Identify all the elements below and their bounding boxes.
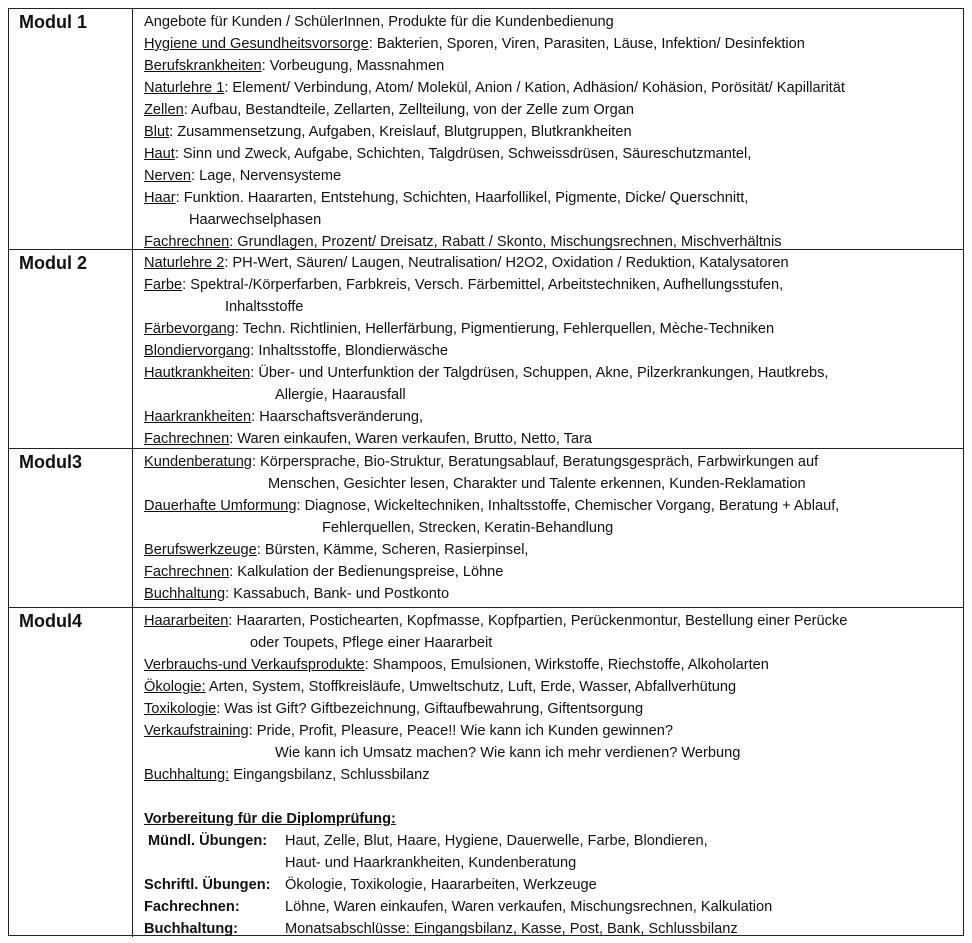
topic-heading: Ökologie: [144, 679, 206, 695]
content-line: Verkaufstraining: Pride, Profit, Pleasure, Peace!! Wie kann ich Kunden gewinnen? [144, 723, 673, 739]
topic-heading: Blut [144, 124, 170, 140]
content-line: Dauerhafte Umformung: Diagnose, Wickeltechniken, Inhaltsstoffe, Chemischer Vorgang, Beratung + Ablauf, [144, 498, 840, 514]
exam-item-written [144, 874, 963, 896]
topic-heading: Toxikologie [144, 701, 217, 717]
content-line: Fachrechnen: Kalkulation der Bedienungspreise, Löhne [144, 564, 504, 580]
topic-heading: Fachrechnen [144, 234, 230, 250]
module-label-cell [9, 9, 133, 249]
topic-heading: Haut [144, 146, 175, 162]
topic-heading: Hautkrankheiten [144, 365, 251, 381]
topic-heading: Verkaufstraining [144, 723, 249, 739]
exam-label: Mündl. Übungen: [148, 833, 268, 849]
module-row-4 [9, 608, 963, 937]
content-line: Fachrechnen: Waren einkaufen, Waren verkaufen, Brutto, Netto, Tara [144, 431, 593, 447]
exam-item-math [144, 896, 963, 918]
content-line: Zellen: Aufbau, Bestandteile, Zellarten, Zellteilung, von der Zelle zum Organ [144, 102, 634, 118]
module-content [133, 608, 963, 937]
exam-label: Fachrechnen: [144, 899, 240, 915]
content-line: Buchhaltung: Kassabuch, Bank- und Postkonto [144, 586, 450, 602]
curriculum-table [8, 8, 964, 936]
content-line: Blut: Zusammensetzung, Aufgaben, Kreislauf, Blutgruppen, Blutkrankheiten [144, 124, 632, 140]
module-label-cell [9, 449, 133, 607]
topic-heading: Blondiervorgang [144, 343, 251, 359]
content-line: Ökologie: Arten, System, Stoffkreisläufe, Umweltschutz, Luft, Erde, Wasser, Abfallverhütung [144, 679, 737, 695]
topic-heading: Farbe [144, 277, 183, 293]
topic-heading: Fachrechnen [144, 564, 230, 580]
content-line: Färbevorgang: Techn. Richtlinien, Hellerfärbung, Pigmentierung, Fehlerquellen, Mèche-Techniken [144, 321, 775, 337]
content-line: Buchhaltung: Eingangsbilanz, Schlussbilanz [144, 767, 430, 783]
topic-heading: Haararbeiten [144, 613, 229, 629]
content-line-continuation: Inhaltsstoffe [225, 299, 304, 315]
topic-heading: Haarkrankheiten [144, 409, 252, 425]
exam-label: Schriftl. Übungen: [144, 877, 271, 893]
exam-heading: Vorbereitung für die Diplomprüfung: [144, 811, 396, 827]
topic-heading: Hygiene und Gesundheitsvorsorge [144, 36, 369, 52]
module-title: Modul 1 [19, 12, 87, 32]
content-line-continuation: Fehlerquellen, Strecken, Keratin-Behandlung [322, 520, 614, 536]
module-row-1 [9, 9, 963, 250]
module-title: Modul 2 [19, 253, 87, 273]
exam-item-oral-continuation [144, 852, 963, 874]
content-line: Nerven: Lage, Nervensysteme [144, 168, 342, 184]
content-line: Berufswerkzeuge: Bürsten, Kämme, Scheren, Rasierpinsel, [144, 542, 529, 558]
content-line: Fachrechnen: Grundlagen, Prozent/ Dreisatz, Rabatt / Skonto, Mischungsrechnen, Mischverhältnis [144, 234, 782, 250]
exam-text: Monatsabschlüsse: Eingangsbilanz, Kasse, Post, Bank, Schlussbilanz [285, 921, 738, 937]
content-line: Hygiene und Gesundheitsvorsorge: Bakterien, Sporen, Viren, Parasiten, Läuse, Infektion/ Desinfektion [144, 36, 805, 52]
content-line: Naturlehre 1: Element/ Verbindung, Atom/ Molekül, Anion / Kation, Adhäsion/ Kohäsion, Porösität/ Kapillarität [144, 80, 845, 96]
content-line-continuation: Haarwechselphasen [189, 212, 322, 228]
content-line: Naturlehre 2: PH-Wert, Säuren/ Laugen, Neutralisation/ H2O2, Oxidation / Reduktion, Katalysatoren [144, 255, 789, 271]
content-line: Hautkrankheiten: Über- und Unterfunktion der Talgdrüsen, Schuppen, Akne, Pilzerkrankungen, Hautkrebs, [144, 365, 829, 381]
topic-heading: Färbevorgang [144, 321, 235, 337]
topic-heading: Dauerhafte Umformung [144, 498, 297, 514]
module-row-2 [9, 250, 963, 449]
content-line: Kundenberatung: Körpersprache, Bio-Struktur, Beratungsablauf, Beratungsgespräch, Farbwirkungen auf [144, 454, 819, 470]
topic-heading: Haar [144, 190, 176, 206]
topic-heading: Berufskrankheiten [144, 58, 262, 74]
content-line: Haarkrankheiten: Haarschaftsveränderung, [144, 409, 424, 425]
spacer [144, 786, 963, 808]
content-line-continuation: Allergie, Haarausfall [275, 387, 406, 403]
exam-text: Haut, Zelle, Blut, Haare, Hygiene, Dauerwelle, Farbe, Blondieren, [285, 833, 708, 849]
module-content [133, 250, 963, 448]
module-row-3 [9, 449, 963, 608]
exam-text: Ökologie, Toxikologie, Haararbeiten, Werkzeuge [285, 877, 597, 893]
content-line-continuation: Wie kann ich Umsatz machen? Wie kann ich mehr verdienen? Werbung [275, 745, 741, 761]
topic-heading: Buchhaltung: [144, 767, 230, 783]
topic-heading: Naturlehre 2 [144, 255, 225, 271]
content-line: Angebote für Kunden / SchülerInnen, Produkte für die Kundenbedienung [144, 14, 614, 30]
module-label-cell [9, 250, 133, 448]
content-line: Farbe: Spektral-/Körperfarben, Farbkreis, Versch. Färbemittel, Arbeitstechniken, Aufhellungsstufen, [144, 277, 784, 293]
content-line: Haut: Sinn und Zweck, Aufgabe, Schichten, Talgdrüsen, Schweissdrüsen, Säureschutzmantel, [144, 146, 752, 162]
module-content [133, 9, 963, 249]
topic-heading: Kundenberatung [144, 454, 252, 470]
topic-heading: Verbrauchs-und Verkaufsprodukte [144, 657, 365, 673]
content-line: Verbrauchs-und Verkaufsprodukte: Shampoos, Emulsionen, Wirkstoffe, Riechstoffe, Alkoholarten [144, 657, 769, 673]
module-title: Modul3 [19, 452, 82, 472]
topic-heading: Nerven [144, 168, 192, 184]
exam-item-oral [144, 830, 963, 852]
module-content [133, 449, 963, 607]
topic-heading: Naturlehre 1 [144, 80, 225, 96]
content-line: Haar: Funktion. Haararten, Entstehung, Schichten, Haarfollikel, Pigmente, Dicke/ Querschnitt, [144, 190, 749, 206]
topic-heading: Buchhaltung [144, 586, 226, 602]
topic-heading: Fachrechnen [144, 431, 230, 447]
exam-text: Löhne, Waren einkaufen, Waren verkaufen, Mischungsrechnen, Kalkulation [285, 899, 773, 915]
exam-label: Buchhaltung: [144, 921, 239, 937]
content-line: Berufskrankheiten: Vorbeugung, Massnahmen [144, 58, 445, 74]
exam-item-accounting [144, 918, 963, 940]
module-title: Modul4 [19, 611, 82, 631]
content-line-continuation: oder Toupets, Pflege einer Haararbeit [250, 635, 493, 651]
content-line: Haararbeiten: Haararten, Postichearten, Kopfmasse, Kopfpartien, Perückenmontur, Bestellung einer Perücke [144, 613, 848, 629]
exam-text: Haut- und Haarkrankheiten, Kundenberatung [285, 855, 577, 871]
module-label-cell [9, 608, 133, 937]
topic-heading: Berufswerkzeuge [144, 542, 257, 558]
content-line: Blondiervorgang: Inhaltsstoffe, Blondierwäsche [144, 343, 448, 359]
topic-heading: Zellen [144, 102, 184, 118]
content-line: Toxikologie: Was ist Gift? Giftbezeichnung, Giftaufbewahrung, Giftentsorgung [144, 701, 644, 717]
content-line-continuation: Menschen, Gesichter lesen, Charakter und Talente erkennen, Kunden-Reklamation [268, 476, 806, 492]
